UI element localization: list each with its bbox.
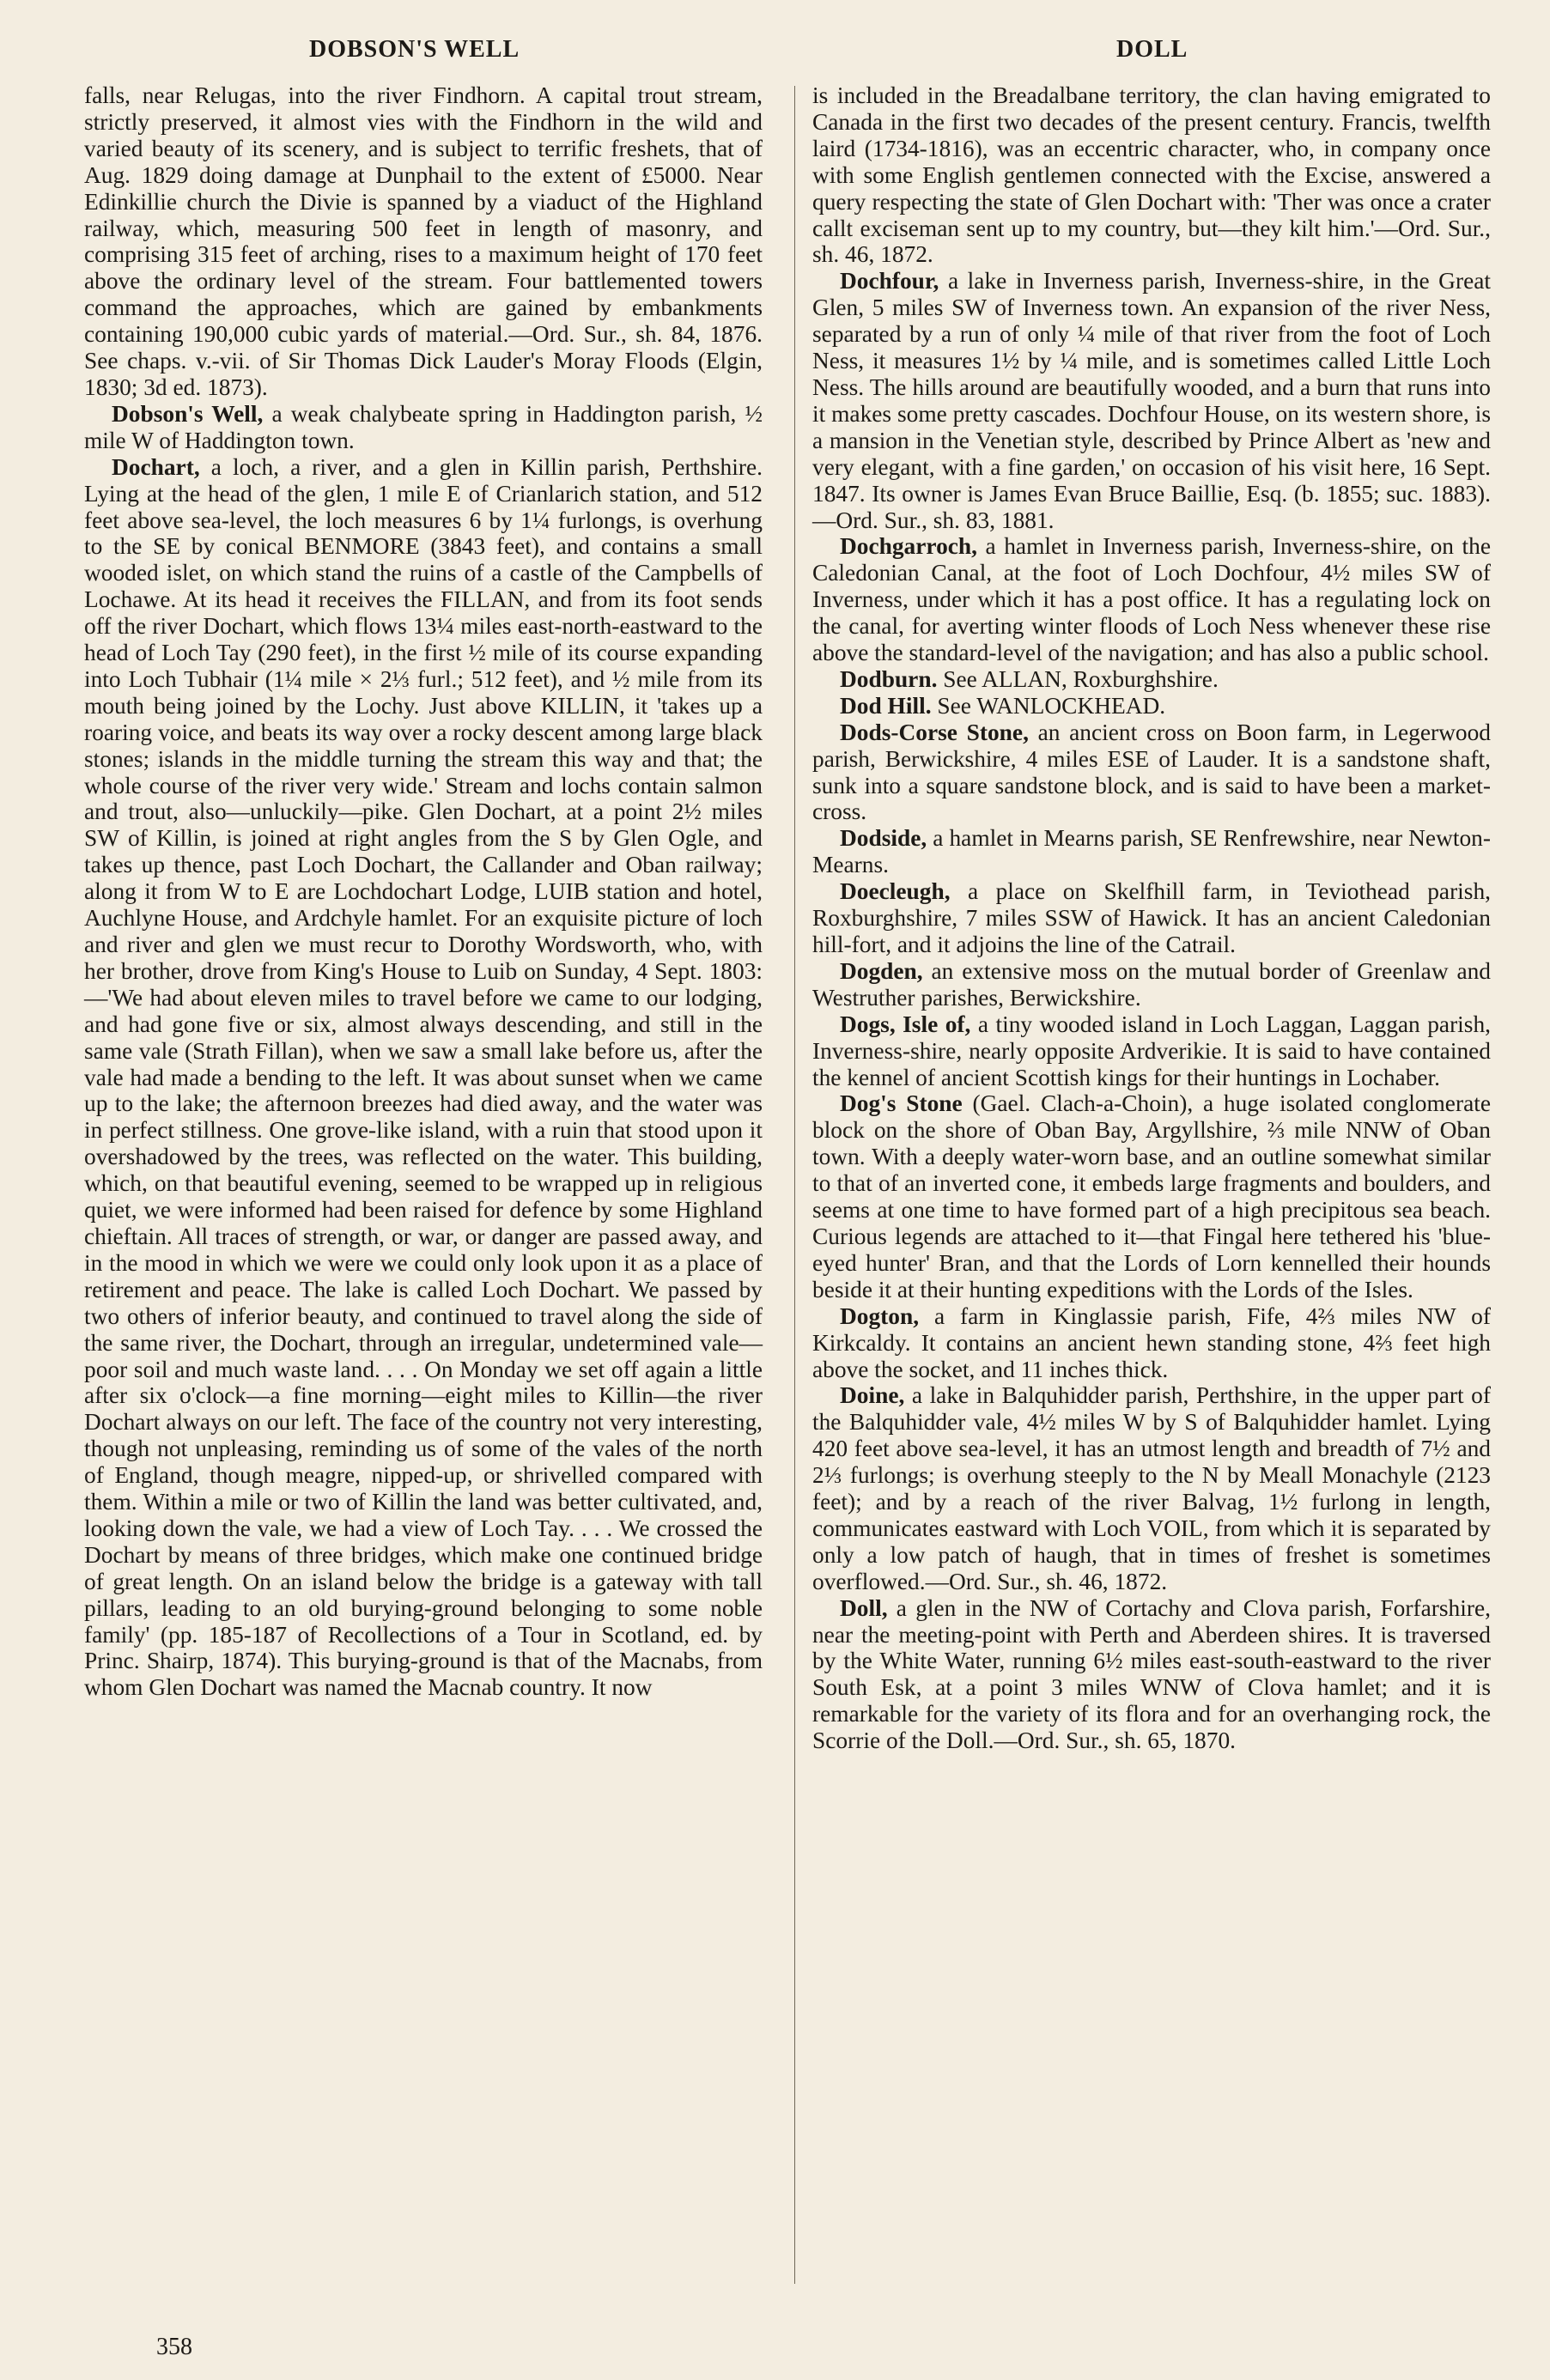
article-text: an ancient cross on Boon farm, in Legerwood parish, Berwickshire, 4 miles ESE of Lauder. It is a sandstone shaft, sunk into a square sandstone block, and is said to have been a market-cross.	[812, 719, 1491, 825]
article-text: a loch, a river, and a glen in Killin parish, Perthshire. Lying at the head of the glen, 1 mile E of Crianlarich station, and 512 feet above sea-level, the loch measures 6 by 1¼ furlongs, is overhung to the SE by conical BENMORE (3843 feet), and contains a small wooded islet, on which stand the ruins of a castle of the Campbells of Lochawe. At its head it receives the FILLAN, and from its foot sends off the river Dochart, which flows 13¼ miles east-north-eastward to the head of Loch Tay (290 feet), in the first ½ mile of its course expanding into Loch Tubhair (1¼ mile × 2⅓ furl.; 512 feet), and ½ mile from its mouth being joined by the Lochy. Just above KILLIN, it 'takes up a roaring voice, and beats its way over a rocky descent among large black stones; islands in the middle turning the stream this way and that; the whole course of the river very wide.' Stream and lochs contain salmon and trout, also—unluckily—pike. Glen Dochart, at a point 2½ miles SW of Killin, is joined at right angles from the S by Glen Ogle, and takes up thence, past Loch Dochart, the Callander and Oban railway; along it from W to E are Lochdochart Lodge, LUIB station and hotel, Auchlyne House, and Ardchyle hamlet. For an exquisite picture of loch and river and glen we must recur to Dorothy Wordsworth, who, with her brother, drove from King's House to Luib on Sunday, 4 Sept. 1803:—'We had about eleven miles to travel before we came to our lodging, and had gone five or six, almost always descending, and still in the same vale (Strath Fillan), when we saw a small lake before us, after the vale had made a bending to the left. It was about sunset when we came up to the lake; the afternoon breezes had died away, and the water was in perfect stillness. One grove-like island, with a ruin that stood upon it overshadowed by the trees, was reflected on the water. This building, which, on that beautiful evening, seemed to be wrapped up in religious quiet, we were informed had been raised for defence by some Highland chieftain. All traces of strength, or war, or danger are passed away, and in the mood in which we were we could only look upon it as a place of retirement and peace. The lake is called Loch Dochart. We passed by two others of inferior beauty, and continued to travel along the side of the same river, the Dochart, through an irregular, undetermined vale—poor soil and much waste land. . . . On Monday we set off again a little after six o'clock—a fine morning—eight miles to Killin—the river Dochart always on our left. The face of the country not very interesting, though not unpleasing, reminding us of some of the vales of the north of England, though meagre, nipped-up, or shrivelled compared with them. Within a mile or two of Killin the land was better cultivated, and, looking down the vale, we had a view of Loch Tay. . . . We crossed the Dochart by means of three bridges, which make one continued bridge of great length. On an island below the bridge is a gateway with tall pillars, leading to an old burying-ground belonging to some noble family' (pp. 185-187 of Recollections of a Tour in Scotland, ed. by Princ. Shairp, 1874). This burying-ground is that of the Macnabs, from whom Glen Dochart was named the Macnab country. It now	[84, 453, 763, 1701]
article-paragraph	[812, 719, 1491, 826]
article-text: a hamlet in Mearns parish, SE Renfrewshire, near Newton-Mearns.	[812, 825, 1491, 878]
article-paragraph	[812, 1303, 1491, 1383]
article-paragraph	[812, 693, 1491, 719]
article-paragraph	[812, 1090, 1491, 1302]
article-paragraph	[812, 1382, 1491, 1594]
article-headword: Dods-Corse Stone,	[840, 719, 1029, 745]
article-headword: Dogton,	[840, 1302, 920, 1329]
article-paragraph	[812, 268, 1491, 533]
article-headword: Dodside,	[840, 825, 927, 852]
article-paragraph	[812, 1011, 1491, 1091]
column-divider	[794, 86, 795, 2284]
article-text: (Gael. Clach-a-Choin), a huge isolated conglomerate block on the shore of Oban Bay, Argyllshire, ⅔ mile NNW of Oban town. With a deeply water-worn base, and an outline somewhat similar to that of an inverted cone, it embeds large fragments and boulders, and seems at one time to have formed part of a high precipitous sea beach. Curious legends are attached to it—that Fingal here tethered his 'blue-eyed hunter' Bran, and that the Lords of Lorn kennelled their hounds beside it at their hunting expeditions with the Lords of the Isles.	[812, 1090, 1492, 1302]
article-headword: Dogs, Isle of,	[840, 1011, 971, 1037]
article-headword: Dodburn.	[840, 665, 938, 692]
article-headword: Dod Hill.	[840, 692, 932, 719]
article-paragraph	[812, 82, 1491, 268]
article-text: a lake in Inverness parish, Inverness-shire, in the Great Glen, 5 miles SW of Inverness town. An expansion of the river Ness, separated by a run of only ¼ mile of that river from the foot of Loch Ness, it measures 1½ by ¼ mile, and is sometimes called Little Loch Ness. The hills around are beautifully wooded, and a burn that runs into it makes some pretty cascades. Dochfour House, on its western shore, is a mansion in the Venetian style, described by Prince Albert as 'new and very elegant, with a fine garden,' on occasion of his visit here, 16 Sept. 1847. Its owner is James Evan Bruce Baillie, Esq. (b. 1855; suc. 1883).—Ord. Sur., sh. 83, 1881.	[812, 268, 1491, 533]
article-paragraph	[84, 401, 763, 454]
article-paragraph	[84, 82, 763, 401]
article-headword: Dogden,	[840, 957, 923, 984]
article-text: an extensive moss on the mutual border of Greenlaw and Westruther parishes, Berwickshire.	[812, 957, 1491, 1011]
article-paragraph	[812, 666, 1491, 693]
article-headword: Dochfour,	[840, 268, 939, 294]
article-headword: Doine,	[840, 1382, 905, 1409]
article-text: a hamlet in Inverness parish, Inverness-shire, on the Caledonian Canal, at the foot of Loch Dochfour, 4½ miles SW of Inverness, under which it has a post office. It has a regulating lock on the canal, for averting winter floods of Loch Ness whenever these rise above the standard-level of the navigation; and has also a public school.	[812, 533, 1491, 666]
article-paragraph	[812, 878, 1491, 958]
article-text: a tiny wooded island in Loch Laggan, Laggan parish, Inverness-shire, nearly opposite Ardverikie. It is said to have contained the kennel of ancient Scottish kings for their huntings in Lochaber.	[812, 1011, 1491, 1090]
article-paragraph	[84, 454, 763, 1702]
article-paragraph	[812, 533, 1491, 666]
left-column	[84, 82, 763, 1701]
article-text: a lake in Balquhidder parish, Perthshire, in the upper part of the Balquhidder vale, 4½ miles W by S of Balquhidder hamlet. Lying 420 feet above sea-level, it has an utmost length and breadth of 7½ and 2⅓ furlongs; is overhung steeply to the N by Meall Monachyle (2123 feet); and by a reach of the river Balvag, 1½ furlong in length, communicates eastward with Loch VOIL, from which it is separated by only a low patch of haugh, that in times of freshet is sometimes overflowed.—Ord. Sur., sh. 46, 1872.	[812, 1382, 1491, 1594]
article-text: is included in the Breadalbane territory, the clan having emigrated to Canada in the first two decades of the present century. Francis, twelfth laird (1734-1816), was an eccentric character, who, in company once with some English gentlemen connected with the Excise, answered a query respecting the state of Glen Dochart with: 'Ther was once a crater callt exciseman sent up to my country, but—they kilt him.'—Ord. Sur., sh. 46, 1872.	[812, 82, 1491, 268]
article-headword: Dog's Stone	[840, 1090, 963, 1117]
page-number: 358	[156, 2334, 192, 2360]
article-text: falls, near Relugas, into the river Findhorn. A capital trout stream, strictly preserved, it almost vies with the Findhorn in the wild and varied beauty of its scenery, and is subject to terrific freshets, that of Aug. 1829 doing damage at Dunphail to the extent of £5000. Near Edinkillie church the Divie is spanned by a viaduct of the Highland railway, which, measuring 500 feet in length of masonry, and comprising 315 feet of arching, rises to a maximum height of 170 feet above the ordinary level of the stream. Four battlemented towers command the approaches, which are gained by embankments containing 190,000 cubic yards of material.—Ord. Sur., sh. 84, 1876. See chaps. v.-vii. of Sir Thomas Dick Lauder's Moray Floods (Elgin, 1830; 3d ed. 1873).	[84, 82, 763, 400]
article-paragraph	[812, 1595, 1491, 1754]
article-text: See ALLAN, Roxburghshire.	[937, 665, 1219, 692]
article-text: a farm in Kinglassie parish, Fife, 4⅔ miles NW of Kirkcaldy. It contains an ancient hewn standing stone, 4⅔ feet high above the socket, and 11 inches thick.	[812, 1302, 1491, 1382]
article-paragraph	[812, 958, 1491, 1011]
article-headword: Dochgarroch,	[840, 533, 978, 560]
running-head-left: DOBSON'S WELL	[309, 36, 520, 63]
article-headword: Doll,	[840, 1594, 888, 1621]
article-text: a place on Skelfhill farm, in Teviothead parish, Roxburghshire, 7 miles SSW of Hawick. It has an ancient Caledonian hill-fort, and it adjoins the line of the Catrail.	[812, 878, 1491, 957]
article-text: See WANLOCKHEAD.	[931, 692, 1166, 719]
article-text: a weak chalybeate spring in Haddington parish, ½ mile W of Haddington town.	[84, 400, 763, 453]
article-paragraph	[812, 825, 1491, 878]
article-headword: Dobson's Well,	[112, 400, 264, 427]
right-column	[812, 82, 1491, 1754]
article-text: a glen in the NW of Cortachy and Clova parish, Forfarshire, near the meeting-point with Perth and Aberdeen shires. It is traversed by the White Water, running 6½ miles east-south-eastward to the river South Esk, at a point 3 miles WNW of Clova hamlet; and it is remarkable for the variety of its flora and for an overhanging rock, the Scorrie of the Doll.—Ord. Sur., sh. 65, 1870.	[812, 1594, 1491, 1754]
running-head-right: DOLL	[1116, 36, 1188, 63]
article-headword: Dochart,	[112, 453, 200, 480]
article-headword: Doecleugh,	[840, 878, 951, 905]
